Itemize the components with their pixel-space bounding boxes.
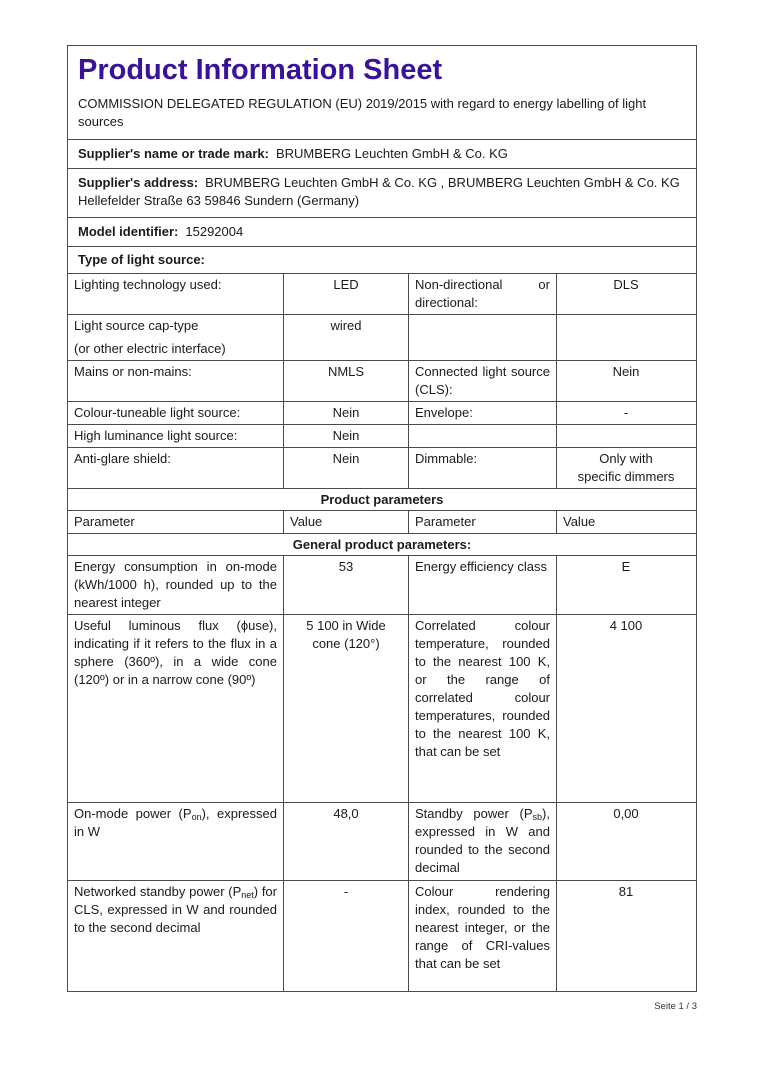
param-label-cell — [408, 448, 556, 488]
networked-standby-value: - — [343, 884, 349, 899]
param-value-cell — [283, 361, 408, 401]
param-label-cell — [408, 556, 556, 614]
model-identifier-label: Model identifier: — [78, 224, 179, 239]
empty-cell — [408, 315, 556, 360]
product-parameters-title: Product parameters — [320, 491, 444, 507]
row-energy-consumption — [68, 555, 696, 614]
row-cap-type — [68, 314, 696, 360]
product-information-sheet — [67, 45, 697, 992]
regulation-subtitle: COMMISSION DELEGATED REGULATION (EU) 2019/2015 with regard to energy labelling of light sources — [78, 96, 647, 129]
column-headers-row — [68, 510, 696, 533]
standby-power-value: 0,00 — [613, 806, 639, 821]
param-label-cell — [68, 361, 283, 401]
empty-cell — [556, 425, 695, 447]
param-value-cell — [283, 274, 408, 314]
cap-type-label-note: (or other electric interface) — [74, 341, 226, 356]
supplier-name-value: BRUMBERG Leuchten GmbH & Co. KG — [275, 146, 508, 161]
param-value-cell — [556, 361, 695, 401]
mains-label: Mains or non-mains: — [74, 364, 192, 379]
param-value-cell — [556, 274, 695, 314]
param-label-cell — [408, 803, 556, 880]
param-value-cell — [556, 881, 695, 991]
general-parameters-header — [68, 533, 696, 555]
param-label-cell — [68, 556, 283, 614]
row-colour-tuneable — [68, 401, 696, 424]
cri-label: Colour rendering index, rounded to the nearest integer, or the range of CRI-values that can be set — [415, 884, 550, 971]
page-number: Seite 1 / 3 — [654, 1001, 697, 1012]
on-mode-power-value: 48,0 — [333, 806, 359, 821]
param-value-cell — [283, 556, 408, 614]
param-value-cell — [556, 402, 695, 424]
energy-class-label: Energy efficiency class — [415, 559, 547, 574]
type-of-light-source-row — [68, 246, 696, 273]
supplier-address-row — [68, 168, 696, 217]
param-label-cell — [408, 361, 556, 401]
supplier-name-label: Supplier's name or trade mark: — [78, 146, 269, 161]
product-parameters-header — [68, 488, 696, 510]
energy-class-value: E — [621, 559, 631, 574]
high-luminance-value: Nein — [332, 428, 360, 443]
empty-cell — [556, 315, 695, 360]
colour-tuneable-value: Nein — [332, 405, 360, 420]
param-label-cell — [68, 881, 283, 991]
column-header: Value — [556, 511, 695, 533]
row-luminous-flux — [68, 614, 696, 802]
row-anti-glare — [68, 447, 696, 488]
cct-value: 4 100 — [609, 618, 643, 633]
colour-tuneable-label: Colour-tuneable light source: — [74, 405, 241, 420]
param-value-cell — [283, 448, 408, 488]
title-block — [68, 46, 696, 139]
networked-standby-label: Networked standby power $(P_{net})$ for CLS, expressed in W and rounded to the second decimal — [74, 884, 277, 935]
param-value-cell — [283, 315, 408, 360]
param-label-cell — [68, 803, 283, 880]
param-value-cell — [556, 448, 695, 488]
param-label-cell — [408, 615, 556, 802]
param-value-cell — [556, 556, 695, 614]
column-header: Parameter — [74, 514, 135, 529]
row-on-mode-power — [68, 802, 696, 880]
anti-glare-label: Anti-glare shield: — [74, 451, 171, 466]
row-lighting-technology — [68, 273, 696, 314]
param-label-cell — [408, 881, 556, 991]
directionality-label: Non-directional or directional: — [415, 277, 550, 310]
energy-consumption-value: 53 — [338, 559, 354, 574]
general-parameters-title: General product parameters: — [292, 536, 472, 552]
luminous-flux-label: Useful luminous flux (ϕuse), indicating if it refers to the flux in a sphere (360º), in a wide cone (120º) or in a narrow cone (90º) — [74, 618, 277, 687]
cri-value: 81 — [618, 884, 634, 899]
param-label-cell — [68, 448, 283, 488]
param-value-cell — [283, 425, 408, 447]
supplier-address-label: Supplier's address: — [78, 175, 199, 190]
cap-type-value: wired — [330, 318, 362, 333]
model-identifier-value: 15292004 — [185, 224, 244, 239]
standby-power-label: Standby power $(P_{sb})$, expressed in W and rounded to the second decimal — [415, 806, 550, 875]
cls-label: Connected light source (CLS): — [415, 364, 550, 397]
lighting-technology-label: Lighting technology used: — [74, 277, 222, 292]
supplier-address-value: BRUMBERG Leuchten GmbH & Co. KG , BRUMBERG Leuchten GmbH & Co. KG Hellefelder Straße 63 59846 Sundern (Germany) — [78, 175, 680, 208]
param-label-cell — [68, 425, 283, 447]
envelope-label: Envelope: — [415, 405, 473, 420]
dimmable-label: Dimmable: — [415, 451, 478, 466]
directionality-value: DLS — [613, 277, 639, 292]
model-identifier-row — [68, 217, 696, 246]
param-value-cell — [283, 615, 408, 802]
anti-glare-value: Nein — [332, 451, 360, 466]
on-mode-power-label: On-mode power $(P_{on})$, expressed in W — [74, 806, 277, 839]
envelope-value: - — [623, 405, 629, 420]
dimmable-value: Only with specific dimmers — [577, 451, 675, 484]
supplier-name-row — [68, 139, 696, 168]
param-label-cell — [68, 402, 283, 424]
energy-consumption-label: Energy consumption in on-mode (kWh/1000 h), rounded up to the nearest integer — [74, 559, 277, 610]
row-high-luminance — [68, 424, 696, 447]
param-label-cell — [68, 615, 283, 802]
row-networked-standby — [68, 880, 696, 991]
cls-value: Nein — [612, 364, 640, 379]
page-title: Product Information Sheet — [78, 54, 443, 86]
cct-label: Correlated colour temperature, rounded to the nearest 100 K, or the range of correlated colour temperatures, rounded to the nearest 100 K, that can be set — [415, 618, 550, 759]
type-of-light-source-label: Type of light source: — [78, 252, 205, 267]
param-value-cell — [556, 615, 695, 802]
high-luminance-label: High luminance light source: — [74, 428, 238, 443]
lighting-technology-value: LED — [333, 277, 359, 292]
param-value-cell — [283, 402, 408, 424]
luminous-flux-value: 5 100 in Wide cone (120°) — [306, 618, 386, 651]
param-label-cell — [68, 274, 283, 314]
column-header: Value — [283, 511, 408, 533]
row-mains — [68, 360, 696, 401]
cap-type-label: Light source cap-type — [74, 318, 199, 333]
param-label-cell — [408, 274, 556, 314]
mains-value: NMLS — [327, 364, 365, 379]
param-label-cell — [68, 315, 283, 360]
param-value-cell — [283, 881, 408, 991]
empty-cell — [408, 425, 556, 447]
param-label-cell — [408, 402, 556, 424]
column-header: Parameter — [408, 511, 556, 533]
param-value-cell — [556, 803, 695, 880]
param-value-cell — [283, 803, 408, 880]
